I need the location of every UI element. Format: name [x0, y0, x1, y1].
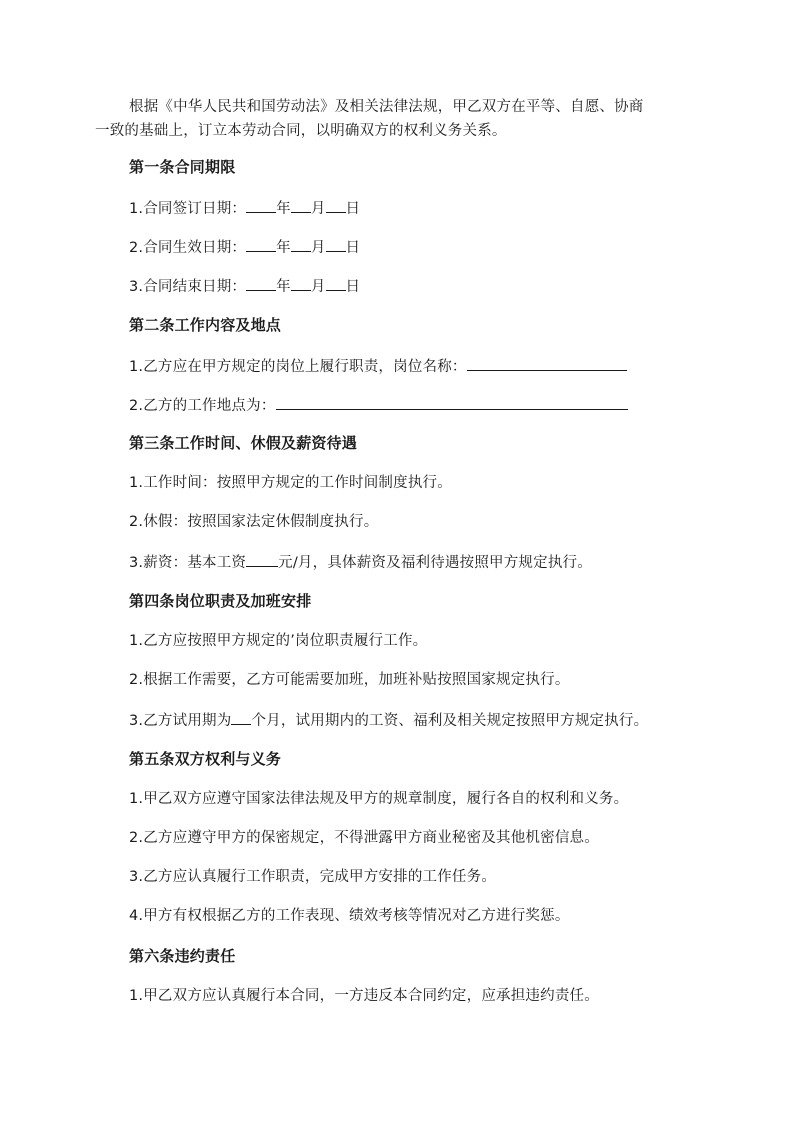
intro-line-1: 根据《中华人民共和国劳动法》及相关法律法规，甲乙双方在平等、自愿、协商: [129, 99, 644, 115]
signing-year-blank: [246, 197, 276, 213]
article-5-title: 第五条双方权利与义务: [129, 750, 282, 768]
article-3-title: 第三条工作时间、休假及薪资待遇: [129, 434, 358, 452]
year-label: 年: [276, 201, 291, 217]
article-3-item-1: 1.工作时间：按照甲方规定的工作时间制度执行。: [129, 475, 452, 491]
article-1-item-2: [129, 236, 360, 258]
effective-year-blank: [246, 236, 276, 252]
article-1-title: 第一条合同期限: [129, 158, 236, 176]
work-location-label: 2.乙方的工作地点为：: [129, 398, 276, 414]
signing-month-blank: [291, 197, 311, 213]
salary-blank: [246, 551, 278, 567]
salary-label: 3.薪资：基本工资: [129, 555, 247, 571]
article-5-item-4: 4.甲方有权根据乙方的工作表现、绩效考核等情况对乙方进行奖惩。: [129, 908, 570, 924]
month-label: 月: [310, 201, 326, 217]
article-5-item-3: 3.乙方应认真履行工作职责，完成甲方安排的工作任务。: [129, 869, 497, 885]
article-4-title: 第四条岗位职责及加班安排: [129, 592, 312, 610]
day-label: 日: [345, 201, 361, 217]
month-label: 月: [310, 240, 326, 256]
article-1-item-3: [129, 275, 360, 297]
work-location-blank: [276, 394, 628, 410]
contract-signing-date-label: 1.合同签订日期：: [129, 201, 247, 217]
end-day-blank: [326, 275, 346, 291]
article-3-item-2: 2.休假：按照国家法定休假制度执行。: [129, 514, 379, 530]
article-4-item-2: 2.根据工作需要，乙方可能需要加班，加班补贴按照国家规定执行。: [129, 672, 570, 688]
article-6-title: 第六条违约责任: [129, 947, 236, 965]
effective-month-blank: [291, 236, 311, 252]
day-label: 日: [345, 240, 361, 256]
probation-label: 3.乙方试用期为: [129, 713, 232, 729]
article-5-item-2: 2.乙方应遵守甲方的保密规定，不得泄露甲方商业秘密及其他机密信息。: [129, 830, 599, 846]
article-3-item-3: [129, 551, 592, 573]
article-2-item-1: [129, 355, 627, 377]
article-6-item-1: 1.甲乙双方应认真履行本合同，一方违反本合同约定，应承担违约责任。: [129, 988, 599, 1004]
intro-paragraph: [95, 95, 699, 143]
article-2-item-2: [129, 394, 628, 416]
contract-effective-date-label: 2.合同生效日期：: [129, 240, 247, 256]
probation-months-blank: [231, 709, 251, 725]
day-label: 日: [345, 279, 361, 295]
year-label: 年: [276, 279, 291, 295]
article-1-item-1: [129, 197, 360, 219]
end-month-blank: [291, 275, 311, 291]
signing-day-blank: [326, 197, 346, 213]
effective-day-blank: [326, 236, 346, 252]
salary-suffix: 元/月，具体薪资及福利待遇按照甲方规定执行。: [278, 555, 592, 571]
article-4-item-3: [129, 709, 648, 731]
intro-line-2: 一致的基础上，订立本劳动合同，以明确双方的权利义务关系。: [95, 123, 507, 139]
year-label: 年: [276, 240, 291, 256]
probation-suffix: 个月，试用期内的工资、福利及相关规定按照甲方规定执行。: [251, 713, 649, 729]
article-5-item-1: 1.甲乙双方应遵守国家法律法规及甲方的规章制度，履行各自的权利和义务。: [129, 791, 629, 807]
article-2-title: 第二条工作内容及地点: [129, 316, 282, 334]
position-name-label: 1.乙方应在甲方规定的岗位上履行职责，岗位名称：: [129, 359, 467, 375]
position-name-blank: [467, 355, 627, 371]
article-4-item-1: 1.乙方应按照甲方规定的’岗位职责履行工作。: [129, 633, 428, 649]
contract-end-date-label: 3.合同结束日期：: [129, 279, 247, 295]
end-year-blank: [246, 275, 276, 291]
month-label: 月: [310, 279, 326, 295]
